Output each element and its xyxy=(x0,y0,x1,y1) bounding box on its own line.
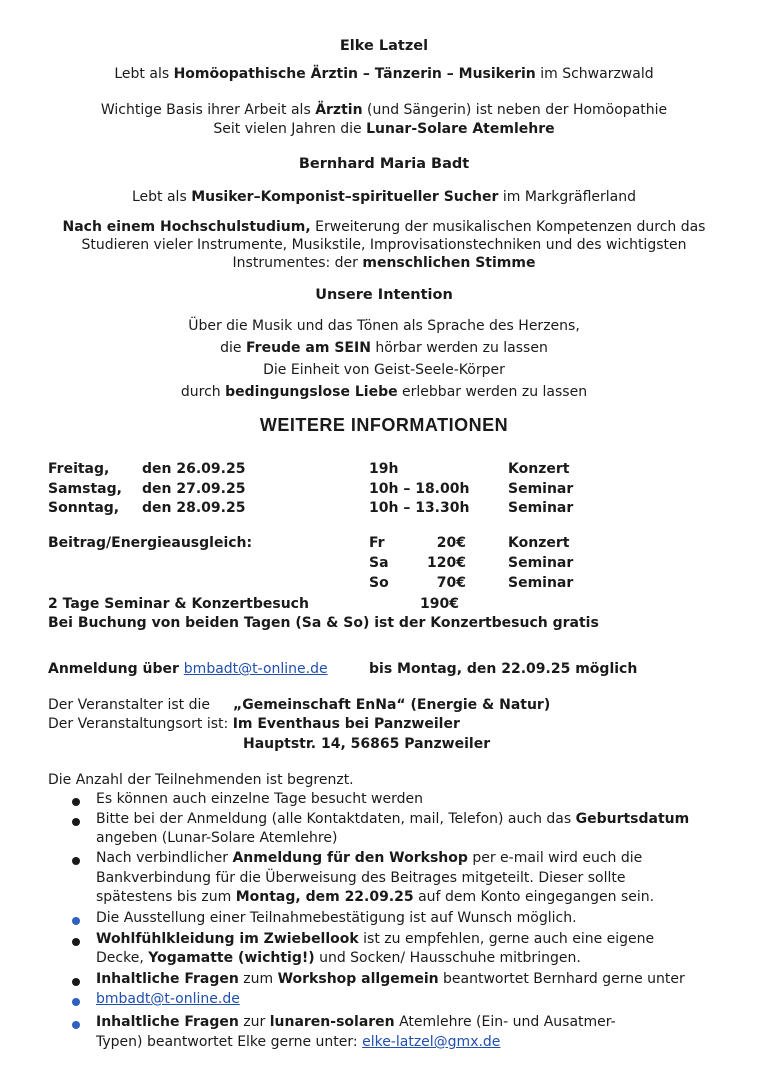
bullet-icon xyxy=(72,857,80,865)
list-item-cont: Bankverbindung für die Überweisung des Beitrages mitgeteilt. Dieser sollte xyxy=(96,870,626,886)
bullet-icon xyxy=(72,917,80,925)
list-item: Bitte bei der Anmeldung (alle Kontaktdaten, mail, Telefon) auch das Geburtsdatum xyxy=(96,811,690,827)
fee-type: Seminar xyxy=(508,555,574,571)
person2-name: Bernhard Maria Badt xyxy=(298,156,470,172)
schedule-time: 10h – 13.30h xyxy=(369,500,470,516)
combo-label: 2 Tage Seminar & Konzertbesuch xyxy=(48,596,309,612)
schedule-type: Seminar xyxy=(508,481,574,497)
bullet-icon xyxy=(72,978,80,986)
intention-line1: Über die Musik und das Tönen als Sprache des Herzens, xyxy=(188,318,580,334)
list-item-cont: Typen) beantwortet Elke gerne unter: elke-latzel@gmx.de xyxy=(96,1034,501,1050)
combo-note: Bei Buchung von beiden Tagen (Sa & So) ist der Konzertbesuch gratis xyxy=(48,615,599,631)
schedule-day: Sonntag, xyxy=(48,500,120,516)
fees-label: Beitrag/Energieausgleich: xyxy=(48,535,253,551)
schedule-day: Freitag, xyxy=(48,461,110,477)
venue-address: Hauptstr. 14, 56865 Panzweiler xyxy=(243,736,491,752)
info-title: WEITERE INFORMATIONEN xyxy=(259,415,509,435)
schedule-type: Seminar xyxy=(508,500,574,516)
fee-type: Konzert xyxy=(508,535,570,551)
schedule-date: den 27.09.25 xyxy=(142,481,246,497)
schedule-date: den 26.09.25 xyxy=(142,461,246,477)
list-item: Inhaltliche Fragen zum Workshop allgemein beantwortet Bernhard gerne unter xyxy=(96,971,685,987)
fee-day: Fr xyxy=(369,535,385,551)
list-item-cont: spätestens bis zum Montag, dem 22.09.25 auf dem Konto eingegangen sein. xyxy=(96,889,655,905)
list-item: Die Ausstellung einer Teilnahmebestätigung ist auf Wunsch möglich. xyxy=(96,910,577,926)
bernhard-email-link[interactable]: bmbadt@t-online.de xyxy=(96,991,240,1007)
person2-line1: Lebt als Musiker–Komponist–spiritueller Sucher im Markgräflerland xyxy=(131,189,636,205)
intention-heading: Unsere Intention xyxy=(315,287,453,303)
registration-deadline: bis Montag, den 22.09.25 möglich xyxy=(369,661,638,677)
list-item: Inhaltliche Fragen zur lunaren-solaren Atemlehre (Ein- und Ausatmer- xyxy=(96,1014,616,1030)
intention-line4: durch bedingungslose Liebe erlebbar werden zu lassen xyxy=(180,384,588,400)
bullet-icon xyxy=(72,1021,80,1029)
intention-line2: die Freude am SEIN hörbar werden zu lassen xyxy=(220,340,548,356)
list-item-cont: angeben (Lunar-Solare Atemlehre) xyxy=(96,830,338,846)
notes-intro: Die Anzahl der Teilnehmenden ist begrenzt. xyxy=(48,772,354,788)
registration-line: Anmeldung über bmbadt@t-online.de xyxy=(48,661,328,677)
fee-type: Seminar xyxy=(508,575,574,591)
person1-name: Elke Latzel xyxy=(339,38,429,54)
fee-price: 120€ xyxy=(427,555,466,571)
person1-line1: Lebt als Homöopathische Ärztin – Tänzerin – Musikerin im Schwarzwald xyxy=(114,66,654,82)
venue-line: Der Veranstaltungsort ist: Im Eventhaus bei Panzweiler xyxy=(48,716,460,732)
fee-price: 20€ xyxy=(436,535,466,551)
organizer-name: „Gemeinschaft EnNa“ (Energie & Natur) xyxy=(233,697,551,713)
schedule-time: 10h – 18.00h xyxy=(369,481,470,497)
schedule-date: den 28.09.25 xyxy=(142,500,246,516)
list-item: Wohlfühlkleidung im Zwiebellook ist zu empfehlen, gerne auch eine eigene xyxy=(96,931,655,947)
bullet-icon xyxy=(72,798,80,806)
organizer-line1: Der Veranstalter ist die xyxy=(48,697,210,713)
person1-line2: Wichtige Basis ihrer Arbeit als Ärztin (und Sängerin) ist neben der Homöopathie xyxy=(100,102,668,118)
bullet-icon xyxy=(72,938,80,946)
elke-email-link[interactable]: elke-latzel@gmx.de xyxy=(362,1034,501,1050)
bullet-icon xyxy=(72,998,80,1006)
bullet-icon xyxy=(72,818,80,826)
schedule-day: Samstag, xyxy=(48,481,122,497)
fee-price: 70€ xyxy=(436,575,466,591)
person1-line3: Seit vielen Jahren die Lunar-Solare Atemlehre xyxy=(213,121,555,137)
intention-line3: Die Einheit von Geist-Seele-Körper xyxy=(263,362,505,378)
schedule-type: Konzert xyxy=(508,461,570,477)
list-item: Es können auch einzelne Tage besucht werden xyxy=(96,791,423,807)
schedule-time: 19h xyxy=(369,461,399,477)
fee-day: Sa xyxy=(369,555,389,571)
registration-email-link[interactable]: bmbadt@t-online.de xyxy=(183,661,328,677)
list-item: Nach verbindlicher Anmeldung für den Workshop per e-mail wird euch die xyxy=(96,850,643,866)
fee-day: So xyxy=(369,575,389,591)
person2-line4: Instrumentes: der menschlichen Stimme xyxy=(232,255,536,271)
list-item xyxy=(96,991,240,1007)
combo-price: 190€ xyxy=(420,596,459,612)
list-item-cont: Decke, Yogamatte (wichtig!) und Socken/ Hausschuhe mitbringen. xyxy=(96,950,581,966)
person2-line3: Studieren vieler Instrumente, Musikstile, Improvisationstechniken und des wichtigsten xyxy=(81,237,687,253)
person2-line2: Nach einem Hochschulstudium, Erweiterung der musikalischen Kompetenzen durch das xyxy=(62,219,706,235)
